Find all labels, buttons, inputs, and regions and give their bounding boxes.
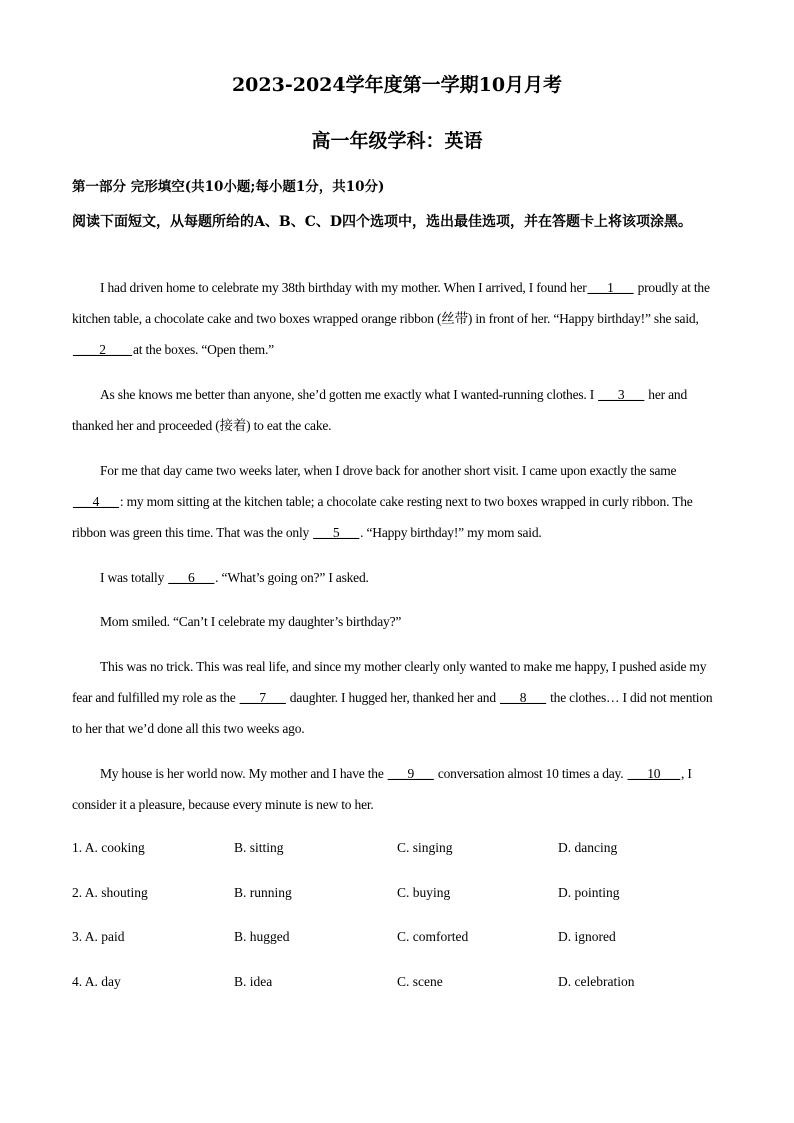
- paragraph-text: : my mom sitting at the kitchen table; a chocolate cake resting next to two boxes wrapped in curly ribbon. The ribbon was green this time. That was the only: [72, 494, 693, 540]
- blank-1: ___1___: [587, 280, 634, 295]
- blank-10: ___10___: [627, 766, 680, 781]
- blank-7: ___7___: [239, 690, 286, 705]
- option-d: D. ignored: [558, 929, 616, 944]
- passage-paragraph-4: [72, 562, 724, 593]
- paragraph-text: My house is her world now. My mother and I have the: [100, 766, 387, 781]
- blank-9: ___9___: [387, 766, 434, 781]
- option-b: B. hugged: [234, 929, 290, 944]
- option-a: 1. A. cooking: [72, 840, 145, 855]
- option-a: 4. A. day: [72, 974, 121, 989]
- option-c: C. comforted: [397, 929, 469, 944]
- passage-paragraph-6: [72, 651, 724, 744]
- blank-3: ___3___: [598, 387, 645, 402]
- section-instruction: 阅读下面短文，从每题所给的A、B、C、D四个选项中，选出最佳选项，并在答题卡上将该项涂黑。: [72, 214, 692, 230]
- option-a: 2. A. shouting: [72, 885, 148, 900]
- option-d: D. pointing: [558, 885, 620, 900]
- passage-paragraph-2: [72, 379, 724, 441]
- passage-paragraph-3: [72, 455, 724, 548]
- paragraph-text: I had driven home to celebrate my 38th birthday with my mother. When I arrived, I found her: [100, 280, 587, 295]
- paragraph-text: conversation almost 10 times a day.: [434, 766, 627, 781]
- option-d: D. dancing: [558, 840, 618, 855]
- paragraph-text: Mom smiled. “Can’t I celebrate my daughter’s birthday?”: [100, 614, 402, 629]
- option-b: B. running: [234, 885, 292, 900]
- option-c: C. singing: [397, 840, 453, 855]
- passage-paragraph-5: [72, 606, 724, 637]
- option-b: B. sitting: [234, 840, 284, 855]
- passage-paragraph-1: [72, 272, 724, 365]
- paragraph-text: As she knows me better than anyone, she’d gotten me exactly what I wanted-running clothes. I: [100, 387, 598, 402]
- blank-4: ___4___: [73, 494, 119, 509]
- blank-8: ___8___: [500, 690, 546, 705]
- paragraph-text: proudly at the kitchen table, a chocolate cake and two boxes wrapped orange ribbon (丝带) in front of her. “Happy birthday!” she said,: [72, 280, 710, 326]
- exam-subtitle: 高一年级学科：英语: [311, 130, 483, 152]
- paragraph-text: , I consider it a pleasure, because every minute is new to her.: [72, 766, 692, 812]
- option-b: B. idea: [234, 974, 273, 989]
- option-c: C. buying: [397, 885, 451, 900]
- section-label: 第一部分 完形填空(共10小题;每小题1分，共10分): [72, 179, 385, 195]
- paragraph-text: For me that day came two weeks later, when I drove back for another short visit. I came upon exactly the same: [100, 463, 677, 478]
- paragraph-text: at the boxes. “Open them.”: [132, 342, 274, 357]
- blank-2: ____2____: [73, 342, 132, 357]
- paragraph-text: her and thanked her and proceeded (接着) to eat the cake.: [72, 387, 688, 433]
- paragraph-text: This was no trick. This was real life, and since my mother clearly only wanted to make me happy, I pushed aside my fear and fulfilled my role as the: [72, 659, 707, 705]
- paragraph-text: the clothes… I did not mention to her that we’d done all this two weeks ago.: [72, 690, 713, 736]
- exam-title: 2023-2024学年度第一学期10月月考: [231, 74, 563, 96]
- blank-6: ___6___: [168, 570, 215, 585]
- passage-paragraph-7: [72, 758, 724, 820]
- option-a: 3. A. paid: [72, 929, 125, 944]
- paragraph-text: I was totally: [100, 570, 168, 585]
- paragraph-text: . “Happy birthday!” my mom said.: [360, 525, 542, 540]
- paragraph-text: . “What’s going on?” I asked.: [215, 570, 369, 585]
- option-c: C. scene: [397, 974, 443, 989]
- blank-5: ___5___: [313, 525, 360, 540]
- paragraph-text: daughter. I hugged her, thanked her and: [286, 690, 500, 705]
- option-d: D. celebration: [558, 974, 635, 989]
